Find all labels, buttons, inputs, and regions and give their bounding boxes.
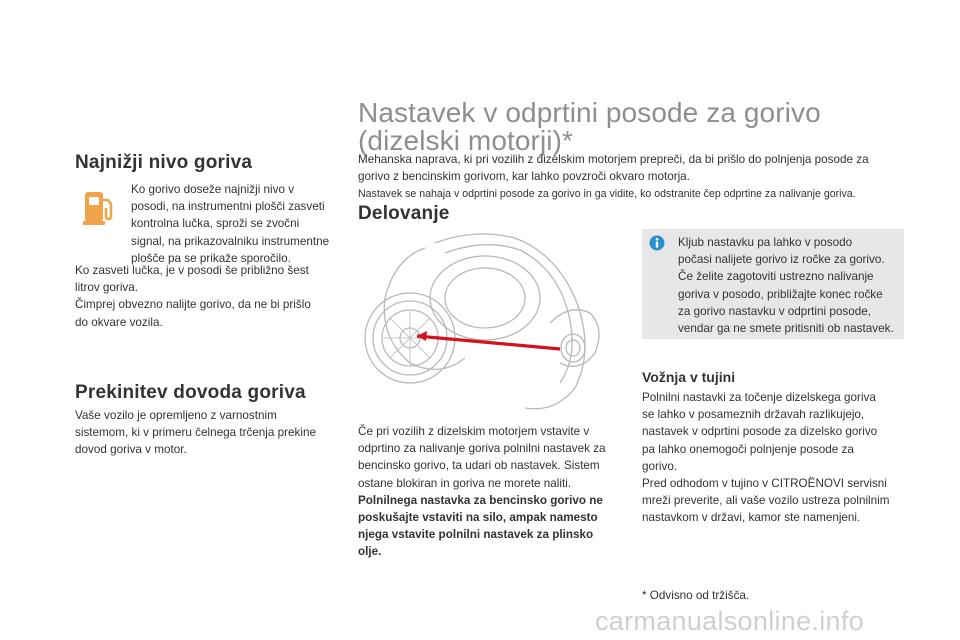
page-title-line1: Nastavek v odprtini posode za gorivo — [358, 97, 821, 128]
text-line: Vaše vozilo je opremljeno z varnostnim — [75, 409, 277, 422]
intro-note: Nastavek se nahaja v odprtini posode za gorivo in ga vidite, ko odstranite čep odprtine za nalivanje goriva. — [358, 188, 856, 201]
text-line: dovod goriva v motor. — [75, 443, 187, 457]
text-line: mreži preverite, ali vaše vozilo ustreza polnilnim — [642, 494, 890, 508]
text-line: gorivo. — [642, 459, 678, 473]
text-line: Pred odhodom v tujino v CITROËNOVI servisni — [642, 477, 887, 491]
text-line: Ko gorivo doseže najnižji nivo v — [131, 183, 295, 196]
low-fuel-warning — [75, 262, 345, 331]
text-line: se lahko v posameznih državah razlikujejo, — [642, 408, 865, 422]
text-line: goriva v posodo, približajte konec ročke — [678, 287, 883, 301]
fuel-pump-icon — [81, 186, 117, 230]
text-line: nastavkom v državi, kamor ste namenjeni. — [642, 511, 861, 525]
warning-line: olje. — [358, 545, 382, 559]
page-title-line2: (dizelski motorji)* — [358, 125, 574, 156]
warning-line: njega vstavite polnilni nastavek za plinsko — [358, 528, 594, 542]
warning-line: Polnilnega nastavka za bencinsko gorivo ne — [358, 493, 603, 507]
intro-text — [358, 151, 938, 202]
text-line: kontrolna lučka, sproži se zvočni — [131, 217, 300, 231]
text-line: gorivo z bencinskim gorivom, kar lahko povzroči okvaro motorja. — [358, 170, 690, 184]
red-arrow — [417, 336, 560, 349]
text-line: počasi nalijete gorivo iz ročke za gorivo. — [678, 253, 885, 267]
text-line: Čimprej obvezno nalijte gorivo, da ne bi prišlo — [75, 298, 311, 312]
text-line: signal, na prikazovalniku instrumentne — [131, 234, 330, 248]
page-title — [358, 99, 918, 155]
footnote: * Odvisno od tržišča. — [642, 589, 750, 602]
section-heading-operation: Delovanje — [358, 203, 450, 224]
operation-description — [358, 423, 633, 561]
fuel-filler-diagram — [355, 228, 620, 418]
text-line: Mehanska naprava, ki pri vozilih z dizelskim motorjem prepreči, da bi prišlo do polnjenja posode za — [358, 153, 869, 166]
text-line: posodi, na instrumentni plošči zasveti — [131, 200, 325, 214]
text-line: do okvare vozila. — [75, 315, 163, 329]
text-line: bencinsko gorivo, ta udari ob nastavek. Sistem — [358, 459, 600, 473]
low-fuel-description — [131, 181, 346, 267]
info-icon — [649, 235, 665, 251]
text-line: plošče pa se prikaže sporočilo. — [131, 251, 291, 265]
text-line: nastavek v odprtini posode za dizelsko gorivo — [642, 425, 878, 439]
fuel-cutoff-description — [75, 407, 345, 459]
text-line: litrov goriva. — [75, 281, 139, 295]
section-heading-low-fuel: Najnižji nivo goriva — [75, 152, 253, 173]
section-heading-fuel-cutoff: Prekinitev dovoda goriva — [75, 382, 306, 403]
warning-line: poskušajte vstaviti na silo, ampak namesto — [358, 511, 598, 525]
text-line: Ko zasveti lučka, je v posodi še približno šest — [75, 264, 309, 277]
section-heading-abroad: Vožnja v tujini — [642, 369, 736, 385]
text-line: Če želite zagotoviti ustrezno nalivanje — [678, 270, 874, 284]
text-line: sistemom, ki v primeru čelnega trčenja prekine — [75, 426, 316, 440]
text-line: ostane blokiran in goriva ne morete naliti. — [358, 476, 572, 490]
text-line: pa lahko onemogoči polnjenje posode za — [642, 442, 854, 456]
text-line: odprtino za nalivanje goriva polnilni nastavek za — [358, 442, 606, 456]
info-box — [642, 229, 904, 339]
watermark: carmanualsonline.info — [595, 606, 864, 636]
text-line: Polnilni nastavki za točenje dizelskega goriva — [642, 391, 876, 404]
text-line: Kljub nastavku pa lahko v posodo — [678, 236, 853, 249]
abroad-description — [642, 389, 922, 527]
text-line: vendar ga ne smete pritisniti ob nastavek. — [678, 322, 894, 336]
text-line: za gorivo nastavku v odprtini posode, — [678, 304, 871, 318]
text-line: Če pri vozilih z dizelskim motorjem vstavite v — [358, 425, 590, 438]
